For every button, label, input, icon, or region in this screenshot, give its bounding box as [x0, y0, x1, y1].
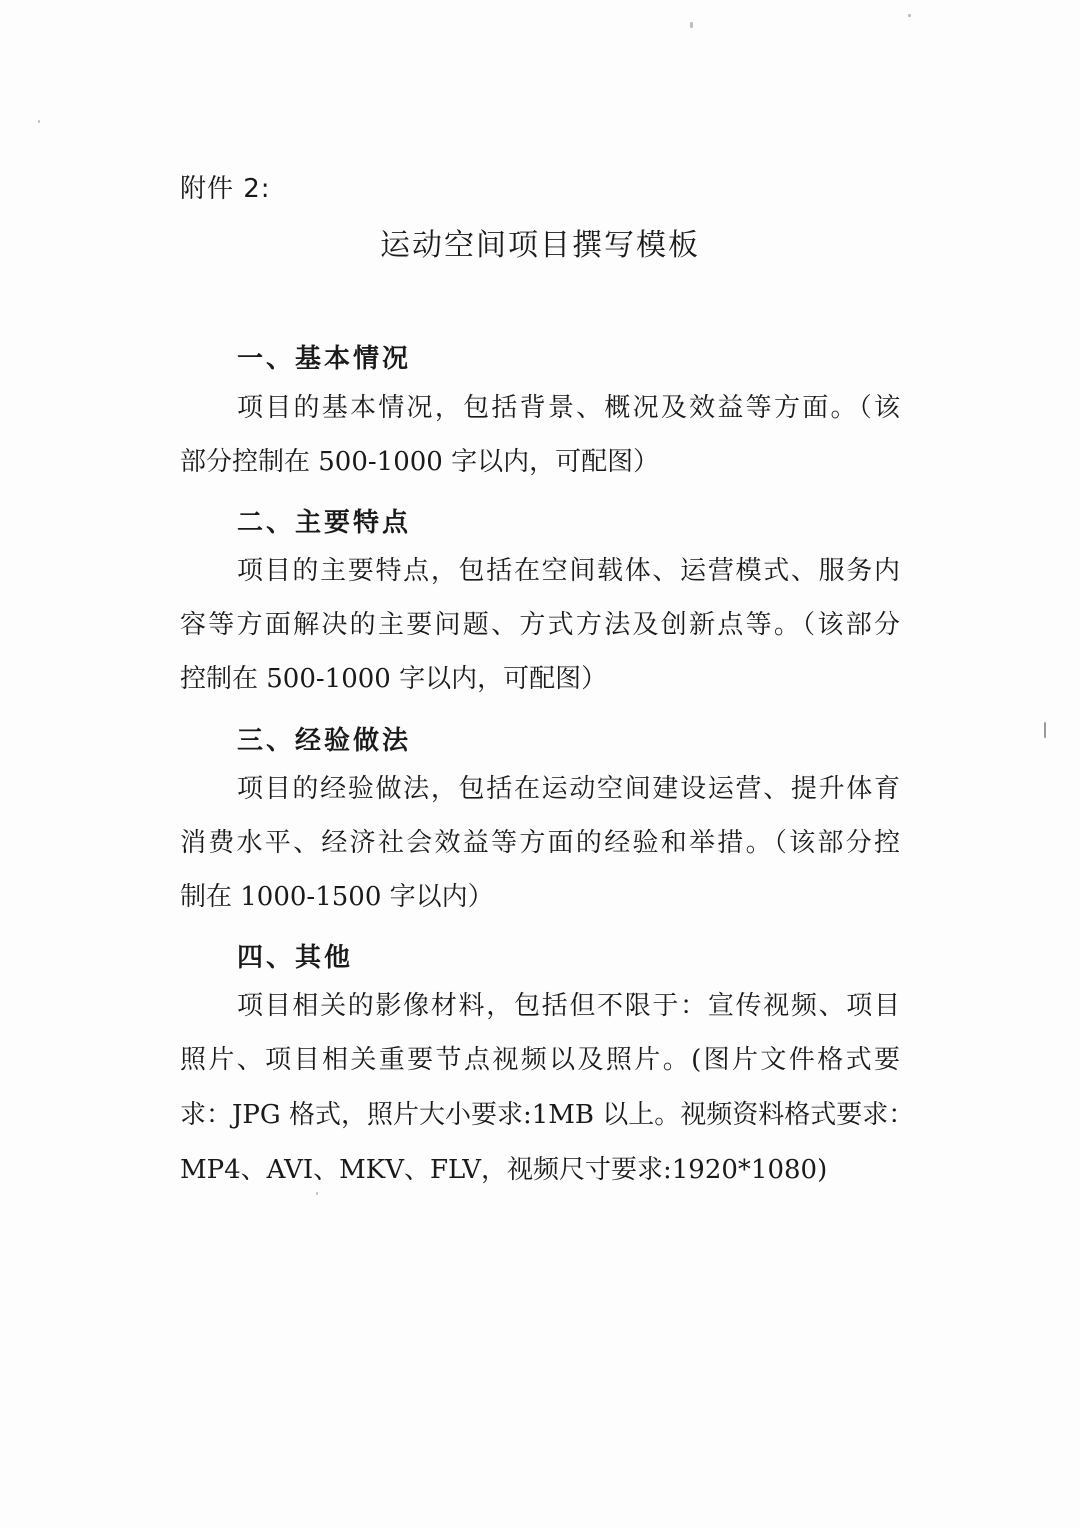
- paragraph-line: 项目的经验做法，包括在运动空间建设运营、提升体育: [237, 774, 900, 804]
- paragraph-line: 部分控制在 500-1000 字以内，可配图）: [180, 447, 660, 477]
- paragraph-line: 项目相关的影像材料，包括但不限于：宣传视频、项目: [237, 991, 900, 1021]
- attachment-label: 附件 2:: [180, 174, 271, 204]
- paragraph-line: 项目的基本情况，包括背景、概况及效益等方面。（该: [237, 393, 900, 423]
- paragraph-line: 容等方面解决的主要问题、方式方法及创新点等。（该部分: [180, 610, 900, 640]
- scan-speck: [316, 1192, 318, 1195]
- scan-speck: [690, 22, 693, 28]
- paragraph-line: 控制在 500-1000 字以内，可配图）: [180, 664, 608, 694]
- paragraph-line: 照片、项目相关重要节点视频以及照片。(图片文件格式要: [180, 1045, 900, 1075]
- section-heading-basic-info: 一、基本情况: [237, 344, 412, 374]
- page-title: 运动空间项目撰写模板: [380, 228, 700, 263]
- scan-speck: [1044, 722, 1046, 738]
- paragraph-line: 消费水平、经济社会效益等方面的经验和举措。（该部分控: [180, 828, 900, 858]
- scan-speck: [908, 14, 911, 17]
- paragraph-line: MP4、AVI、MKV、FLV，视频尺寸要求:1920*1080): [180, 1155, 828, 1185]
- section-heading-experience: 三、经验做法: [237, 726, 412, 756]
- scan-speck: [38, 120, 40, 123]
- section-heading-other: 四、其他: [237, 943, 354, 973]
- paragraph-line: 制在 1000-1500 字以内）: [180, 882, 494, 912]
- section-heading-main-features: 二、主要特点: [237, 508, 412, 538]
- paragraph-line: 求：JPG 格式，照片大小要求:1MB 以上。视频资料格式要求：: [180, 1100, 915, 1130]
- paragraph-line: 项目的主要特点，包括在空间载体、运营模式、服务内: [237, 556, 900, 586]
